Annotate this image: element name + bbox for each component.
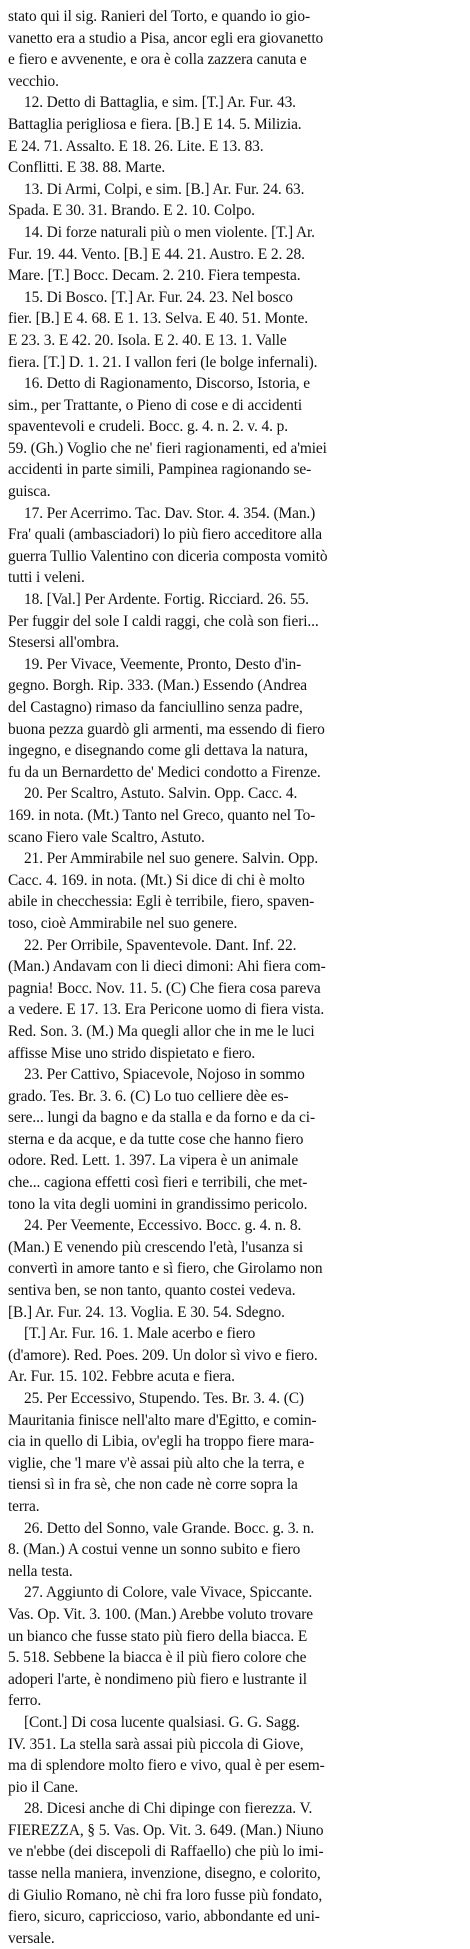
text-line: Per fuggir del sole I caldi raggi, che colà son fieri...	[8, 612, 319, 630]
text-line: ferro.	[8, 1692, 42, 1710]
text-line: (d'amore). Red. Poes. 209. Un dolor sì vivo e fiero.	[8, 1346, 318, 1364]
entry-start-line: 21. Per Ammirabile nel suo genere. Salvin. Opp.	[24, 850, 319, 868]
text-line: tutti i veleni.	[8, 569, 85, 587]
entry-start-line: 26. Detto del Sonno, vale Grande. Bocc. g. 3. n.	[24, 1519, 315, 1537]
text-line: guerra Tullio Valentino con diceria composta vomitò	[8, 547, 328, 565]
text-line: (Man.) Andavam con li dieci dimoni: Ahi fiera com-	[8, 958, 326, 976]
text-line: pio il Cane.	[8, 1778, 79, 1796]
text-line: fiera. [T.] D. 1. 21. I vallon feri (le bolge infernali).	[8, 353, 318, 371]
text-line: spaventevoli e crudeli. Bocc. g. 4. n. 2. v. 4. p.	[8, 418, 288, 436]
text-line: tono la vita degli uomini in grandissimo pericolo.	[8, 1195, 308, 1213]
entry-start-line: 23. Per Cattivo, Spiacevole, Nojoso in sommo	[24, 1066, 305, 1084]
text-line: del Castagno) rimaso da fanciullino senza padre,	[8, 699, 303, 716]
text-line: Fur. 19. 44. Vento. [B.] E 44. 21. Austro. E 2. 28.	[8, 245, 305, 263]
entry-start-line: 13. Di Armi, Colpi, e sim. [B.] Ar. Fur. 24. 63.	[24, 180, 305, 198]
text-line: E 24. 71. Assalto. E 18. 26. Lite. E 13. 83.	[8, 137, 264, 155]
text-line: convertì in amore tanto e sì fiero, che Girolamo non	[8, 1260, 323, 1278]
text-line: Vas. Op. Vit. 3. 100. (Man.) Arebbe voluto trovare	[8, 1605, 313, 1623]
entry-start-line: 27. Aggiunto di Colore, vale Vivace, Spiccante.	[24, 1584, 313, 1602]
text-line: Spada. E 30. 31. Brando. E 2. 10. Colpo.	[8, 202, 255, 220]
entry-start-line: 16. Detto di Ragionamento, Discorso, Istoria, e	[24, 375, 310, 393]
entry-start-line: 24. Per Veemente, Eccessivo. Bocc. g. 4. n. 8.	[24, 1217, 302, 1235]
text-line: stato qui il sig. Ranieri del Torto, e quando io gio-	[8, 8, 310, 25]
text-line: Mauritania finisce nell'alto mare d'Egitto, e comin-	[8, 1411, 317, 1429]
entry-start-line: 28. Dicesi anche di Chi dipinge con fierezza. V.	[24, 1800, 313, 1818]
text-line: 8. (Man.) A costui venne un sonno subito e fiero	[8, 1541, 301, 1559]
text-line: (Man.) E venendo più crescendo l'età, l'usanza si	[8, 1238, 304, 1256]
text-line: Conflitti. E 38. 88. Marte.	[8, 159, 166, 177]
entry-start-line: [T.] Ar. Fur. 16. 1. Male acerbo e fiero	[24, 1325, 256, 1343]
entry-start-line: 15. Di Bosco. [T.] Ar. Fur. 24. 23. Nel bosco	[24, 288, 293, 306]
text-line: accidenti in parte simili, Pampinea ragionando se-	[8, 461, 312, 479]
text-line: 169. in nota. (Mt.) Tanto nel Greco, quanto nel To-	[8, 806, 316, 824]
text-line: fiero, sicuro, capriccioso, vario, abbondante ed uni-	[8, 1908, 320, 1926]
text-line: versale.	[8, 1929, 55, 1947]
text-line: E 23. 3. E 42. 20. Isola. E 2. 40. E 13. 1. Valle	[8, 331, 287, 349]
text-line: toso, cioè Ammirabile nel suo genere.	[8, 914, 238, 932]
text-line: ingegno, e disegnando come gli dettava la natura,	[8, 742, 308, 760]
text-line: gegno. Borgh. Rip. 333. (Man.) Essendo (Andrea	[8, 677, 308, 695]
text-line: pagnia! Bocc. Nov. 11. 5. (C) Che fiera cosa pareva	[8, 979, 321, 997]
text-line: [B.] Ar. Fur. 24. 13. Voglia. E 30. 54. Sdegno.	[8, 1303, 285, 1321]
text-line: adoperi l'arte, è nondimeno più fiero e lustrante il	[8, 1670, 307, 1688]
text-line: IV. 351. La stella sarà assai più piccola di Giove,	[8, 1735, 304, 1753]
entry-start-line: 20. Per Scaltro, Astuto. Salvin. Opp. Cacc. 4.	[24, 785, 298, 803]
text-line: un bianco che fusse stato più fiero della biacca. E	[8, 1627, 308, 1645]
text-line: ve n'ebbe (dei discepoli di Raffaello) che più lo imi-	[8, 1843, 324, 1861]
entry-start-line: 17. Per Acerrimo. Tac. Dav. Stor. 4. 354. (Man.)	[24, 504, 316, 522]
text-line: Battaglia perigliosa e fiera. [B.] E 14. 5. Milizia.	[8, 115, 302, 133]
text-line: tiensi sì in fra sè, che non cade nè corre sopra la	[8, 1476, 298, 1494]
text-line: sentiva ben, se non tanto, quanto costei vedeva.	[8, 1282, 296, 1300]
text-line: nella testa.	[8, 1562, 73, 1580]
text-line: Stesersi all'ombra.	[8, 634, 120, 652]
text-line: buona pezza guardò gli armenti, ma essendo di fiero	[8, 720, 325, 738]
text-line: scano Fiero vale Scaltro, Astuto.	[8, 828, 205, 846]
text-line: sim., per Trattante, o Pieno di cose e di accidenti	[8, 396, 303, 414]
text-line: 5. 518. Sebbene la biacca è il più fiero colore che	[8, 1649, 307, 1667]
entry-start-line: 12. Detto di Battaglia, e sim. [T.] Ar. Fur. 43.	[24, 94, 296, 112]
entry-start-line: 25. Per Eccessivo, Stupendo. Tes. Br. 3. 4. (C)	[24, 1390, 304, 1407]
text-line: terra.	[8, 1497, 40, 1515]
text-line: vanetto era a studio a Pisa, ancor egli era giovanetto	[8, 29, 324, 47]
text-line: guisca.	[8, 483, 51, 501]
text-line: vecchio.	[8, 72, 59, 90]
text-line: Cacc. 4. 169. in nota. (Mt.) Si dice di chi è molto	[8, 871, 305, 889]
text-line: e fiero e avvenente, e ora è colla zazzera canuta e	[8, 51, 307, 69]
text-line: Fra' quali (ambasciadori) lo più fiero acceditore alla	[8, 526, 323, 544]
text-line: sere... lungi da bagno e da stalla e da forno e da ci-	[8, 1109, 315, 1127]
text-line: fier. [B.] E 4. 68. E 1. 13. Selva. E 40. 51. Monte.	[8, 310, 309, 328]
text-line: Red. Son. 3. (M.) Ma quegli allor che in me le luci	[8, 1022, 315, 1040]
text-line: affisse Mise uno strido dispietato e fiero.	[8, 1044, 256, 1062]
entry-start-line: 18. [Val.] Per Ardente. Fortig. Ricciard. 26. 55.	[24, 591, 309, 609]
entry-start-line: 22. Per Orribile, Spaventevole. Dant. Inf. 22.	[24, 936, 297, 954]
text-line: ma di splendore molto fiero e vivo, qual è per esem-	[8, 1757, 325, 1775]
text-line: abile in checchessia: Egli è terribile, fiero, spaven-	[8, 893, 315, 911]
text-line: 59. (Gh.) Voglio che ne' fieri ragionamenti, ed a'miei	[8, 439, 327, 457]
text-line: Ar. Fur. 15. 102. Febbre acuta e fiera.	[8, 1368, 235, 1386]
text-line: viglie, che 'l mare v'è assai più alto che la terra, e	[8, 1454, 305, 1472]
text-line: sterna e da acque, e da tutte cose che hanno fiero	[8, 1130, 304, 1148]
entry-start-line: 19. Per Vivace, Veemente, Pronto, Desto d'in-	[24, 655, 302, 673]
text-line: tasse nella maniera, invenzione, disegno, e colorito,	[8, 1865, 321, 1883]
text-line: che... cagiona effetti così fieri e terribili, che met-	[8, 1174, 308, 1192]
text-line: FIEREZZA, § 5. Vas. Op. Vit. 3. 649. (Man.) Niuno	[8, 1821, 324, 1839]
text-line: Mare. [T.] Bocc. Decam. 2. 210. Fiera tempesta.	[8, 267, 301, 285]
text-line: cia in quello di Libia, ov'egli ha troppo fiere mara-	[8, 1433, 315, 1451]
entry-start-line: [Cont.] Di cosa lucente qualsiasi. G. G. Sagg.	[24, 1713, 300, 1731]
text-line: grado. Tes. Br. 3. 6. (C) Lo tuo celliere dèe es-	[8, 1087, 289, 1105]
text-line: a vedere. E 17. 13. Era Pericone uomo di fiera vista.	[8, 1001, 325, 1019]
text-line: fu da un Bernardetto de' Medici condotto a Firenze.	[8, 763, 321, 781]
entry-start-line: 14. Di forze naturali più o men violente. [T.] Ar.	[24, 223, 315, 241]
text-line: di Giulio Romano, nè chi fra loro fusse più fondato,	[8, 1886, 323, 1904]
text-line: odore. Red. Lett. 1. 397. La vipera è un animale	[8, 1152, 299, 1170]
